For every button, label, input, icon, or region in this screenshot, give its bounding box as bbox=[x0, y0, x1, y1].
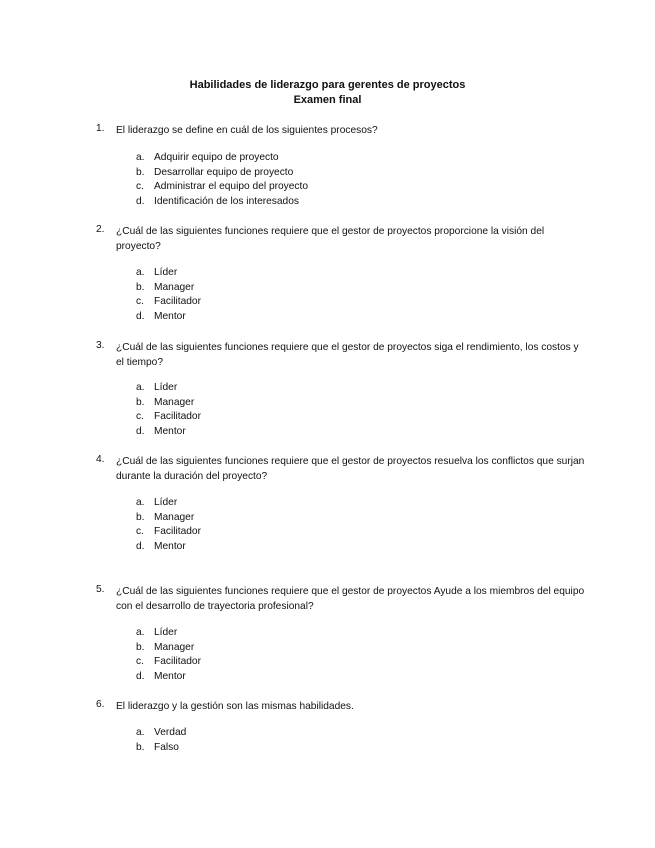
option-letter: d. bbox=[136, 425, 145, 437]
option-text: Mentor bbox=[154, 670, 186, 682]
option-text: Mentor bbox=[154, 310, 186, 322]
title-block bbox=[0, 78, 655, 108]
option-text: Facilitador bbox=[154, 656, 201, 668]
option-text: Facilitador bbox=[154, 526, 201, 538]
option-letter: d. bbox=[136, 195, 145, 207]
option-letter: b. bbox=[136, 741, 145, 753]
option-letter: c. bbox=[136, 296, 144, 308]
option-letter: b. bbox=[136, 281, 145, 293]
question-text: ¿Cuál de las siguientes funciones requiere que el gestor de proyectos siga el rendimiento, los costos y el tiempo? bbox=[116, 342, 579, 368]
option-letter: c. bbox=[136, 526, 144, 538]
option-text: Desarrollar equipo de proyecto bbox=[154, 166, 294, 178]
option-letter: c. bbox=[136, 181, 144, 193]
option-letter: d. bbox=[136, 310, 145, 322]
option-letter: c. bbox=[136, 411, 144, 423]
question-text: ¿Cuál de las siguientes funciones requiere que el gestor de proyectos proporcione la visión del proyecto? bbox=[116, 226, 545, 252]
option-text: Facilitador bbox=[154, 296, 201, 308]
option-letter: b. bbox=[136, 511, 145, 523]
question-number: 3. bbox=[96, 340, 105, 351]
option-letter: b. bbox=[136, 166, 145, 178]
question-text: ¿Cuál de las siguientes funciones requiere que el gestor de proyectos resuelva los conflictos que surjan durante la duración del proyecto? bbox=[116, 456, 585, 482]
option-text: Administrar el equipo del proyecto bbox=[154, 181, 309, 193]
option-text: Líder bbox=[154, 382, 178, 393]
option-letter: b. bbox=[136, 641, 145, 653]
option-letter: a. bbox=[136, 727, 145, 738]
page-subtitle: Examen final bbox=[293, 94, 362, 106]
option-text: Facilitador bbox=[154, 411, 201, 423]
option-text: Verdad bbox=[154, 727, 187, 738]
option-letter: a. bbox=[136, 627, 145, 638]
question-text: El liderazgo y la gestión son las mismas habilidades. bbox=[116, 701, 354, 712]
question-number: 1. bbox=[96, 123, 105, 134]
question-number: 6. bbox=[96, 699, 105, 710]
option-letter: d. bbox=[136, 540, 145, 552]
question-number: 5. bbox=[96, 584, 105, 595]
option-letter: a. bbox=[136, 382, 145, 393]
option-text: Manager bbox=[154, 396, 195, 408]
option-text: Líder bbox=[154, 267, 178, 278]
option-letter: a. bbox=[136, 267, 145, 278]
option-text: Adquirir equipo de proyecto bbox=[154, 152, 279, 163]
option-letter: b. bbox=[136, 396, 145, 408]
option-text: Identificación de los interesados bbox=[154, 195, 299, 207]
option-text: Líder bbox=[154, 497, 178, 508]
option-text: Mentor bbox=[154, 425, 186, 437]
question-text: El liderazgo se define en cuál de los siguientes procesos? bbox=[116, 125, 378, 136]
option-text: Manager bbox=[154, 511, 195, 523]
option-text: Falso bbox=[154, 741, 179, 753]
question-number: 4. bbox=[96, 454, 105, 465]
option-letter: c. bbox=[136, 656, 144, 668]
page-title: Habilidades de liderazgo para gerentes de proyectos bbox=[189, 79, 466, 91]
option-text: Líder bbox=[154, 627, 178, 638]
option-letter: a. bbox=[136, 497, 145, 508]
option-letter: a. bbox=[136, 152, 145, 163]
question-number: 2. bbox=[96, 224, 105, 235]
option-text: Manager bbox=[154, 281, 195, 293]
option-text: Manager bbox=[154, 641, 195, 653]
option-text: Mentor bbox=[154, 540, 186, 552]
question-text: ¿Cuál de las siguientes funciones requiere que el gestor de proyectos Ayude a los miembros del equipo con el desarrollo de trayectoria profesional? bbox=[116, 586, 585, 612]
option-letter: d. bbox=[136, 670, 145, 682]
